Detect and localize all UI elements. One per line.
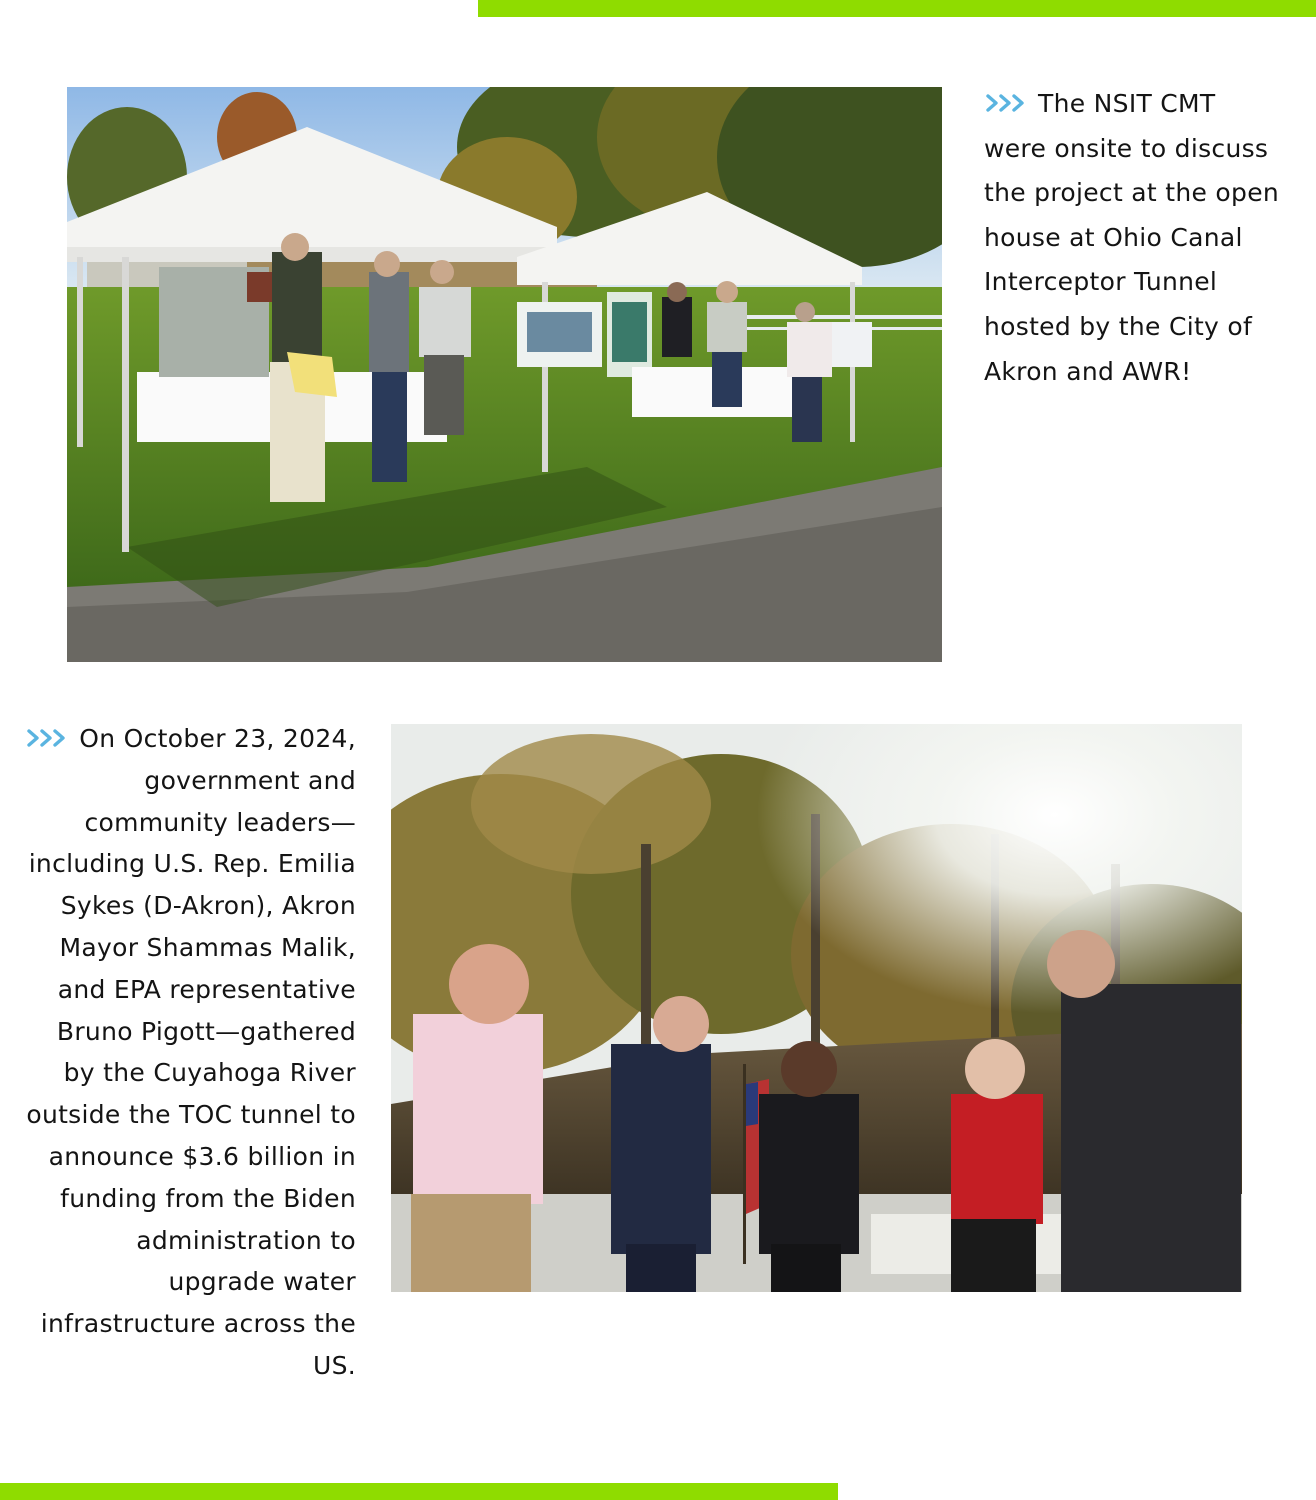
open-house-caption (984, 82, 1284, 394)
funding-announcement-caption (24, 718, 356, 1387)
triple-chevron-right-icon (25, 727, 71, 749)
bottom-accent-bar (0, 1483, 838, 1500)
top-accent-bar (478, 0, 1316, 17)
triple-chevron-right-icon (984, 92, 1030, 114)
open-house-caption-text: The NSIT CMT were onsite to discuss the project at the open house at Ohio Canal Interceptor Tunnel hosted by the City of Akron and AWR! (984, 89, 1280, 386)
leaders-gathering-photo (391, 724, 1242, 1292)
open-house-tents-photo (67, 87, 942, 662)
funding-announcement-caption-text: On October 23, 2024, government and community leaders—including U.S. Rep. Emilia Sykes (D-Akron), Akron Mayor Shammas Malik, and EPA representative Bruno Pigott—gathered by the Cuyahoga River outside the TOC tunnel to announce $3.6 billion in funding from the Biden administration to upgrade water infrastructure across the US. (26, 724, 356, 1380)
